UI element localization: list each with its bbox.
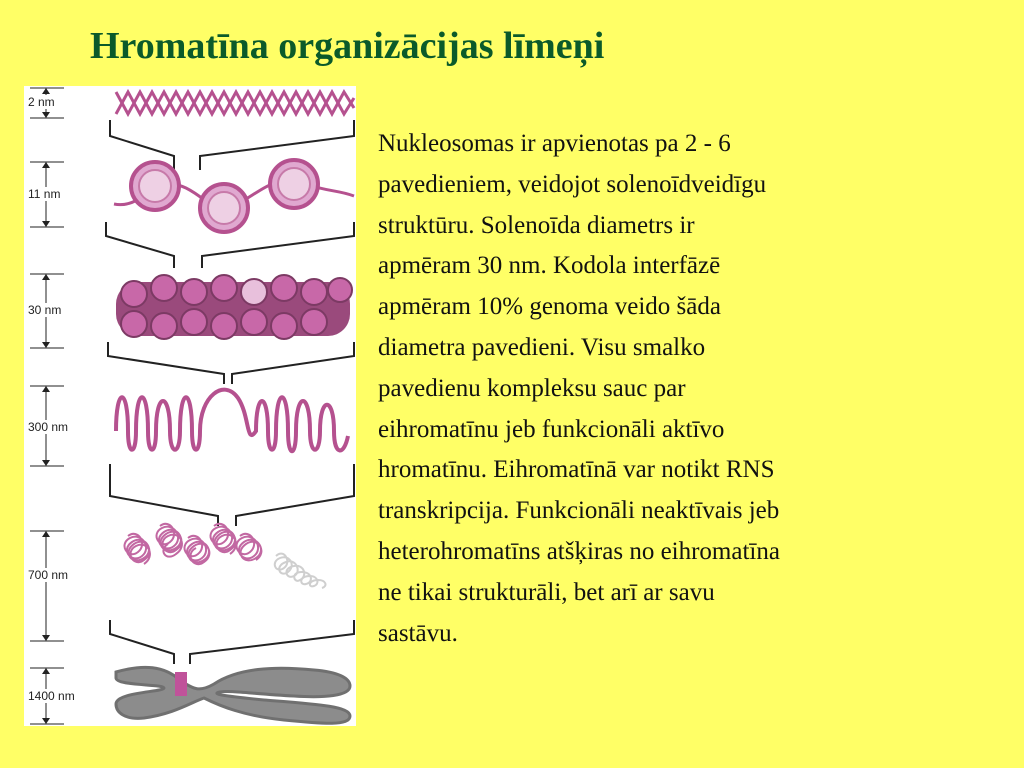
solenoid-fiber: [116, 275, 352, 339]
scale-label-30nm: 30 nm: [28, 303, 86, 317]
chromatin-illustration: [24, 86, 356, 726]
chromatin-levels-figure: [24, 86, 356, 726]
scale-ruler: [30, 88, 64, 724]
chromatin-loops: [116, 390, 348, 452]
scale-label-2nm: 2 nm: [28, 95, 86, 109]
dna-double-helix: [116, 92, 354, 114]
uncoiling-fiber: [275, 554, 326, 588]
nucleosome-beads: [114, 160, 354, 232]
scale-label-300nm: 300 nm: [28, 420, 86, 434]
scale-label-11nm: 11 nm: [28, 187, 86, 201]
metaphase-chromosome: [116, 667, 350, 723]
condensed-coils: [125, 524, 262, 564]
scale-label-700nm: 700 nm: [28, 568, 86, 582]
slide-title: Hromatīna organizācijas līmeņi: [90, 25, 605, 67]
slide-body-text: Nukleosomas ir apvienotas pa 2 - 6 pavedieniem, veidojot solenoīdveidīgu struktūru. Solenoīda diametrs ir apmēram 30 nm. Kodola interfāzē apmēram 10% genoma veido šāda diametra pavedieni. Visu smalko pavedienu kompleksu sauc par eihromatīnu jeb funkcionāli aktīvo hromatīnu. Eihromatīnā var notikt RNS transkripcija. Funkcionāli neaktīvais jeb heterohromatīns atšķiras no eihromatīna ne tikai strukturāli, bet arī ar savu sastāvu.: [378, 130, 780, 647]
scale-label-1400nm: 1400 nm: [28, 689, 86, 703]
